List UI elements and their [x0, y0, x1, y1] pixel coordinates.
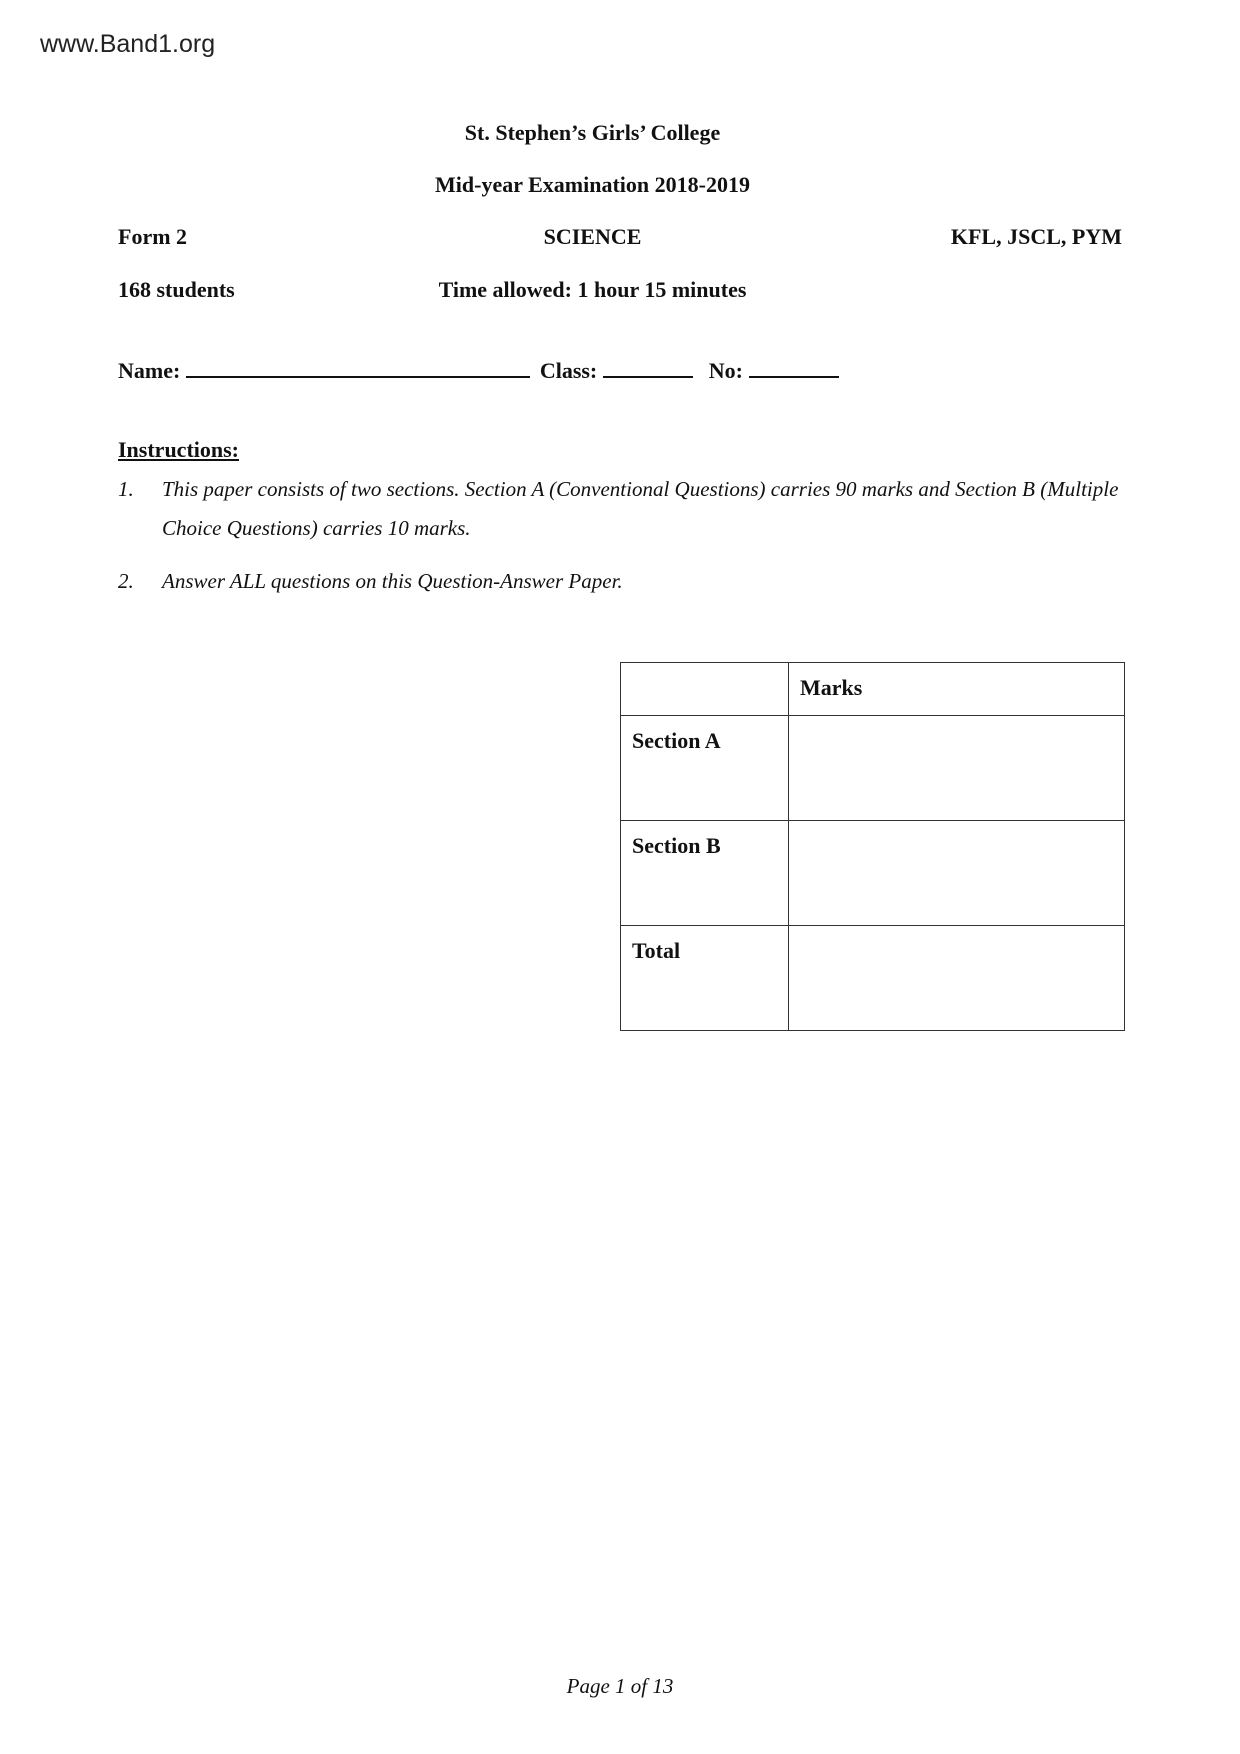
marks-table [620, 662, 1125, 1031]
website-watermark: www.Band1.org [40, 30, 216, 58]
subject-label: SCIENCE [543, 224, 642, 249]
no-label: No: [708, 358, 743, 383]
students-count: 168 students [118, 277, 235, 302]
marks-entry-cell[interactable] [789, 716, 1125, 821]
form-label: Form 2 [118, 224, 188, 249]
page-number: Page 1 of 13 [566, 1674, 674, 1698]
marks-row-label: Section B [621, 821, 789, 926]
school-name: St. Stephen’s Girls’ College [464, 120, 721, 145]
instructions-title: Instructions: [118, 437, 240, 462]
student-info-fields [118, 356, 839, 384]
marks-entry-cell[interactable] [789, 926, 1125, 1031]
class-label: Class: [539, 358, 598, 383]
instruction-number: 2. [118, 569, 134, 593]
marks-entry-cell[interactable] [789, 821, 1125, 926]
marks-column-header: Marks [789, 663, 1125, 716]
exam-title: Mid-year Examination 2018-2019 [435, 172, 750, 197]
class-blank[interactable] [603, 356, 693, 378]
number-blank[interactable] [749, 356, 839, 378]
instruction-text: This paper consists of two sections. Section A (Conventional Questions) carries 90 marks and Section B (Multiple Choice Questions) carries 10 marks. [162, 477, 1119, 540]
name-blank[interactable] [186, 356, 530, 378]
instruction-number: 1. [118, 477, 134, 501]
time-allowed: Time allowed: 1 hour 15 minutes [438, 277, 747, 302]
marks-table-corner-cell [621, 663, 789, 716]
name-label: Name: [118, 358, 181, 383]
teachers-label: KFL, JSCL, PYM [950, 224, 1122, 249]
instruction-text: Answer ALL questions on this Question-Answer Paper. [162, 569, 623, 593]
marks-row-label: Total [621, 926, 789, 1031]
marks-row-label: Section A [621, 716, 789, 821]
